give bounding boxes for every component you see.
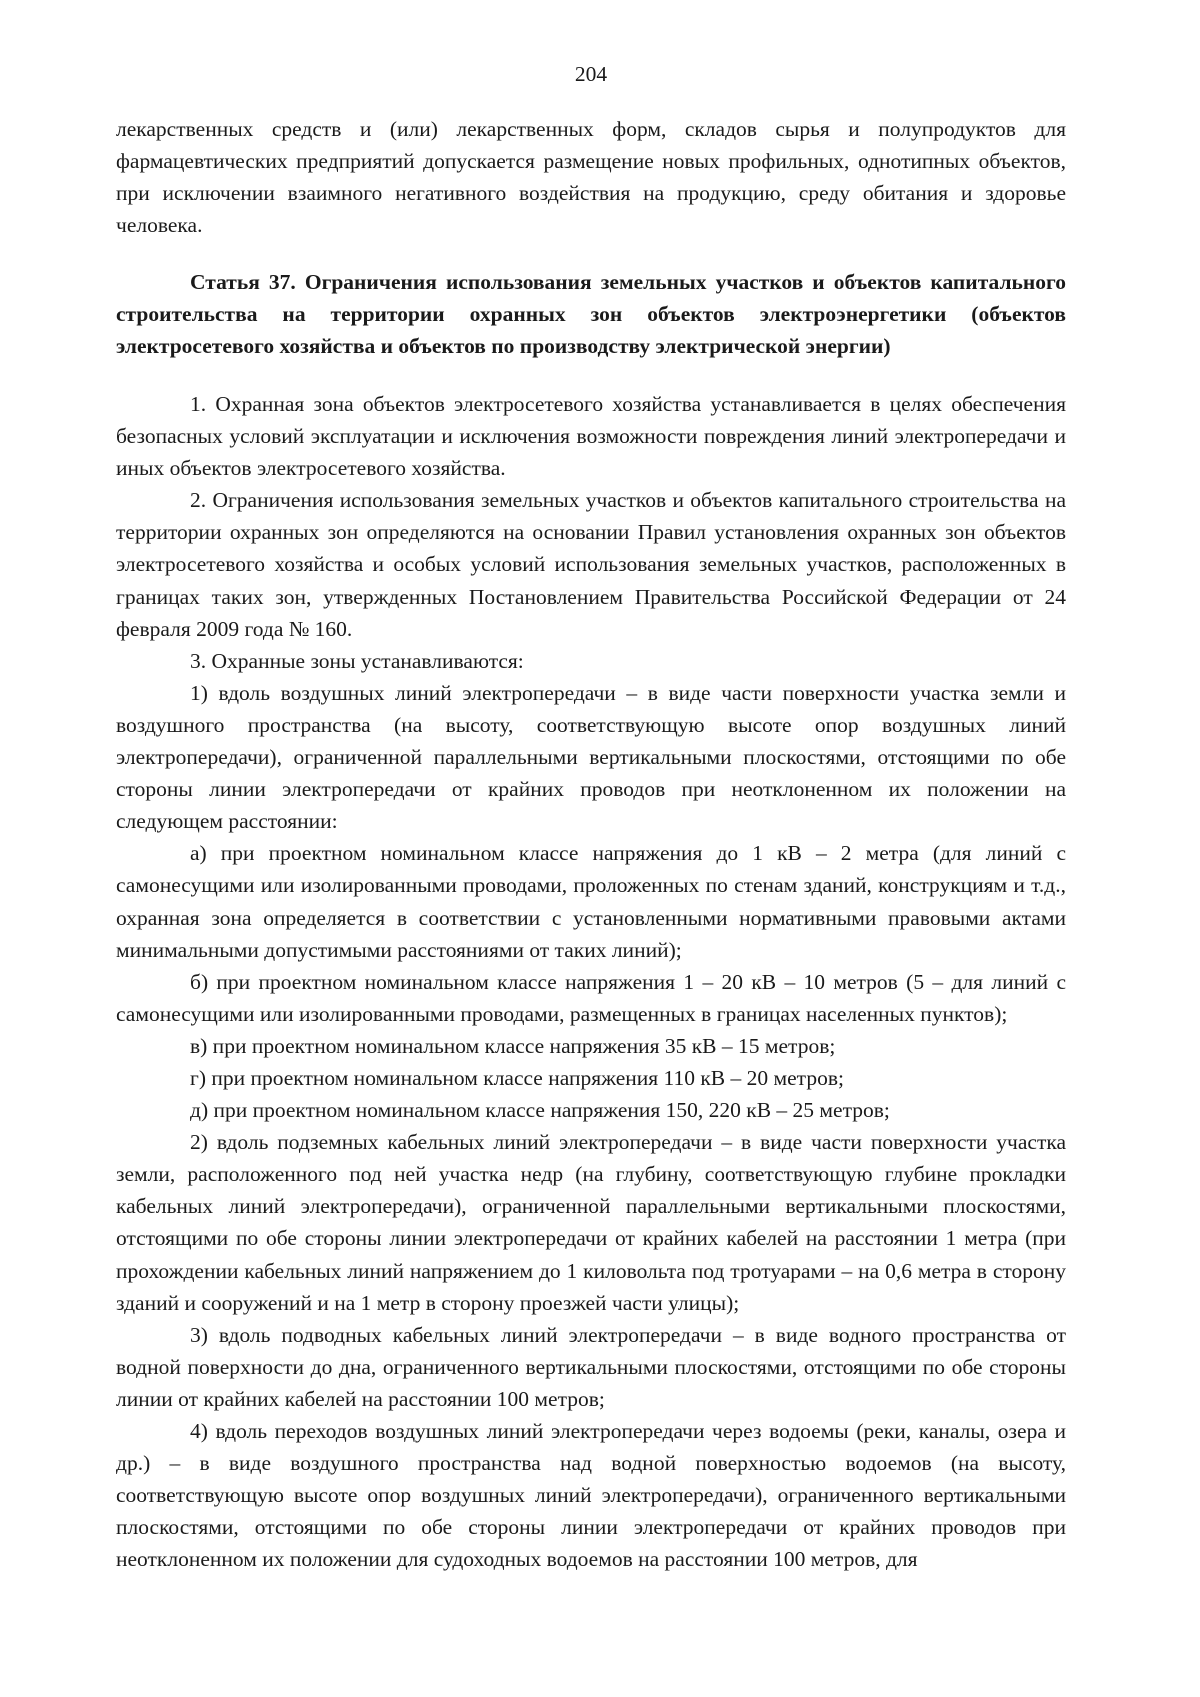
- article-body: [116, 388, 1066, 1575]
- page-number: 204: [574, 62, 608, 86]
- lead-paragraph: лекарственных средств и (или) лекарственных форм, складов сырья и полупродуктов для фармацевтических предприятий допускается размещение новых профильных, однотипных объектов, при исключении взаимного негативного воздействия на продукцию, среду обитания и здоровье человека.: [116, 117, 1066, 238]
- list-item-3: 3) вдоль подводных кабельных линий электропередачи – в виде водного пространства от водной поверхности до дна, ограниченного вертикальными плоскостями, отстоящими по обе стороны линии от крайних кабелей на расстоянии 100 метров;: [116, 1322, 1066, 1411]
- paragraph-3: 3. Охранные зоны устанавливаются:: [190, 648, 524, 673]
- list-item-2: 2) вдоль подземных кабельных линий электропередачи – в виде части поверхности участка земли, расположенного под ней участка недр (на глубину, соответствующую глубине прокладки кабельных линий электропередачи), ограниченной параллельными вертикальными плоскостями, отстоящими по обе стороны линии электропередачи от крайних кабелей на расстоянии 1 метра (при прохождении кабельных линий напряжением до 1 киловольта под тротуарами – на 0,6 метра в сторону зданий и сооружений и на 1 метр в сторону проезжей части улицы);: [116, 1130, 1066, 1315]
- sub-item-d: д) при проектном номинальном классе напряжения 150, 220 кВ – 25 метров;: [190, 1098, 890, 1123]
- paragraph-2: 2. Ограничения использования земельных участков и объектов капитального строительства на территории охранных зон определяются на основании Правил установления охранных зон объектов электросетевого хозяйства и особых условий использования земельных участков, расположенных в границах таких зон, утвержденных Постановлением Правительства Российской Федерации от 24 февраля 2009 года № 160.: [116, 488, 1066, 641]
- sub-item-g: г) при проектном номинальном классе напряжения 110 кВ – 20 метров;: [190, 1065, 844, 1090]
- article-heading: Статья 37. Ограничения использования земельных участков и объектов капитального строительства на территории охранных зон объектов электроэнергетики (объектов электросетевого хозяйства и объектов по производству электрической энергии): [116, 270, 1066, 359]
- sub-item-b: б) при проектном номинальном классе напряжения 1 – 20 кВ – 10 метров (5 – для линий с самонесущими или изолированными проводами, размещенных в границах населенных пунктов);: [116, 969, 1066, 1026]
- list-item-1: 1) вдоль воздушных линий электропередачи – в виде части поверхности участка земли и воздушного пространства (на высоту, соответствующую высоте опор воздушных линий электропередачи), ограниченной параллельными вертикальными плоскостями, отстоящими по обе стороны линии электропередачи от крайних проводов при неотклоненном их положении на следующем расстоянии:: [116, 680, 1066, 834]
- sub-item-a: а) при проектном номинальном классе напряжения до 1 кВ – 2 метра (для линий с самонесущими или изолированными проводами, проложенных по стенам зданий, конструкциям и т.д., охранная зона определяется в соответствии с установленными нормативными правовыми актами минимальными допустимыми расстояниями от таких линий);: [116, 841, 1066, 962]
- list-item-4: 4) вдоль переходов воздушных линий электропередачи через водоемы (реки, каналы, озера и др.) – в виде воздушного пространства над водной поверхностью водоемов (на высоту, соответствующую высоте опор воздушных линий электропередачи), ограниченного вертикальными плоскостями, отстоящими по обе стороны линии электропередачи от крайних проводов при неотклоненном их положении для судоходных водоемов на расстоянии 100 метров, для: [116, 1419, 1066, 1572]
- paragraph-1: 1. Охранная зона объектов электросетевого хозяйства устанавливается в целях обеспечения безопасных условий эксплуатации и исключения возможности повреждения линий электропередачи и иных объектов электросетевого хозяйства.: [116, 392, 1066, 481]
- sub-item-v: в) при проектном номинальном классе напряжения 35 кВ – 15 метров;: [190, 1033, 836, 1058]
